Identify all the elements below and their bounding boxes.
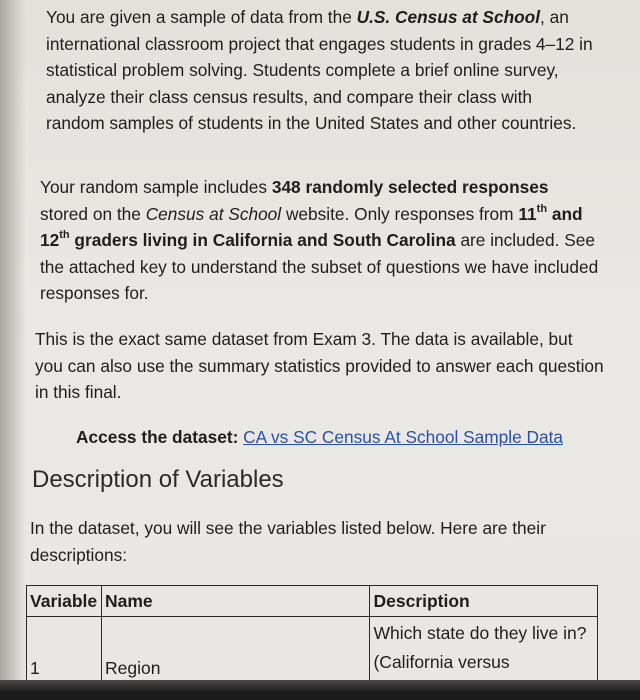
- bottom-edge-shadow: [0, 680, 640, 700]
- left-edge-shadow: [0, 0, 26, 700]
- table-row: [27, 617, 598, 684]
- access-dataset-line: [76, 424, 616, 450]
- intro-paragraph: You are given a sample of data from the U.S. Census at School, an international classroom project that engages students in grades 4–12 in statistical problem solving. Students complete a brief online survey, analyze their class census results, and compare their class with random samples of students in the United States and other countries.: [46, 7, 593, 133]
- header-description: Description: [370, 586, 598, 617]
- sample-paragraph: Your random sample includes 348 randomly selected responses stored on the Census at School website. Only responses from 11th and 12th graders living in California and South Carolina are included. See the attached key to understand the subset of questions we have included responses for.: [40, 177, 599, 303]
- variables-table: [26, 585, 598, 684]
- access-label: Access the dataset:: [76, 427, 239, 447]
- dataset-link[interactable]: CA vs SC Census At School Sample Data: [243, 427, 563, 447]
- header-name: Name: [101, 586, 370, 617]
- row-variable-number: 1: [27, 617, 102, 684]
- header-variable: Variable: [27, 586, 102, 617]
- variables-intro-paragraph: In the dataset, you will see the variables listed below. Here are their descriptions:: [30, 518, 546, 565]
- section-heading: Description of Variables: [32, 466, 284, 493]
- row-name: Region: [101, 617, 370, 684]
- row-description: Which state do they live in? (California versus: [370, 617, 598, 684]
- dataset-note-paragraph: This is the exact same dataset from Exam 3. The data is available, but you can also use the summary statistics provided to answer each question in this final.: [35, 329, 604, 402]
- table-header-row: [27, 586, 598, 617]
